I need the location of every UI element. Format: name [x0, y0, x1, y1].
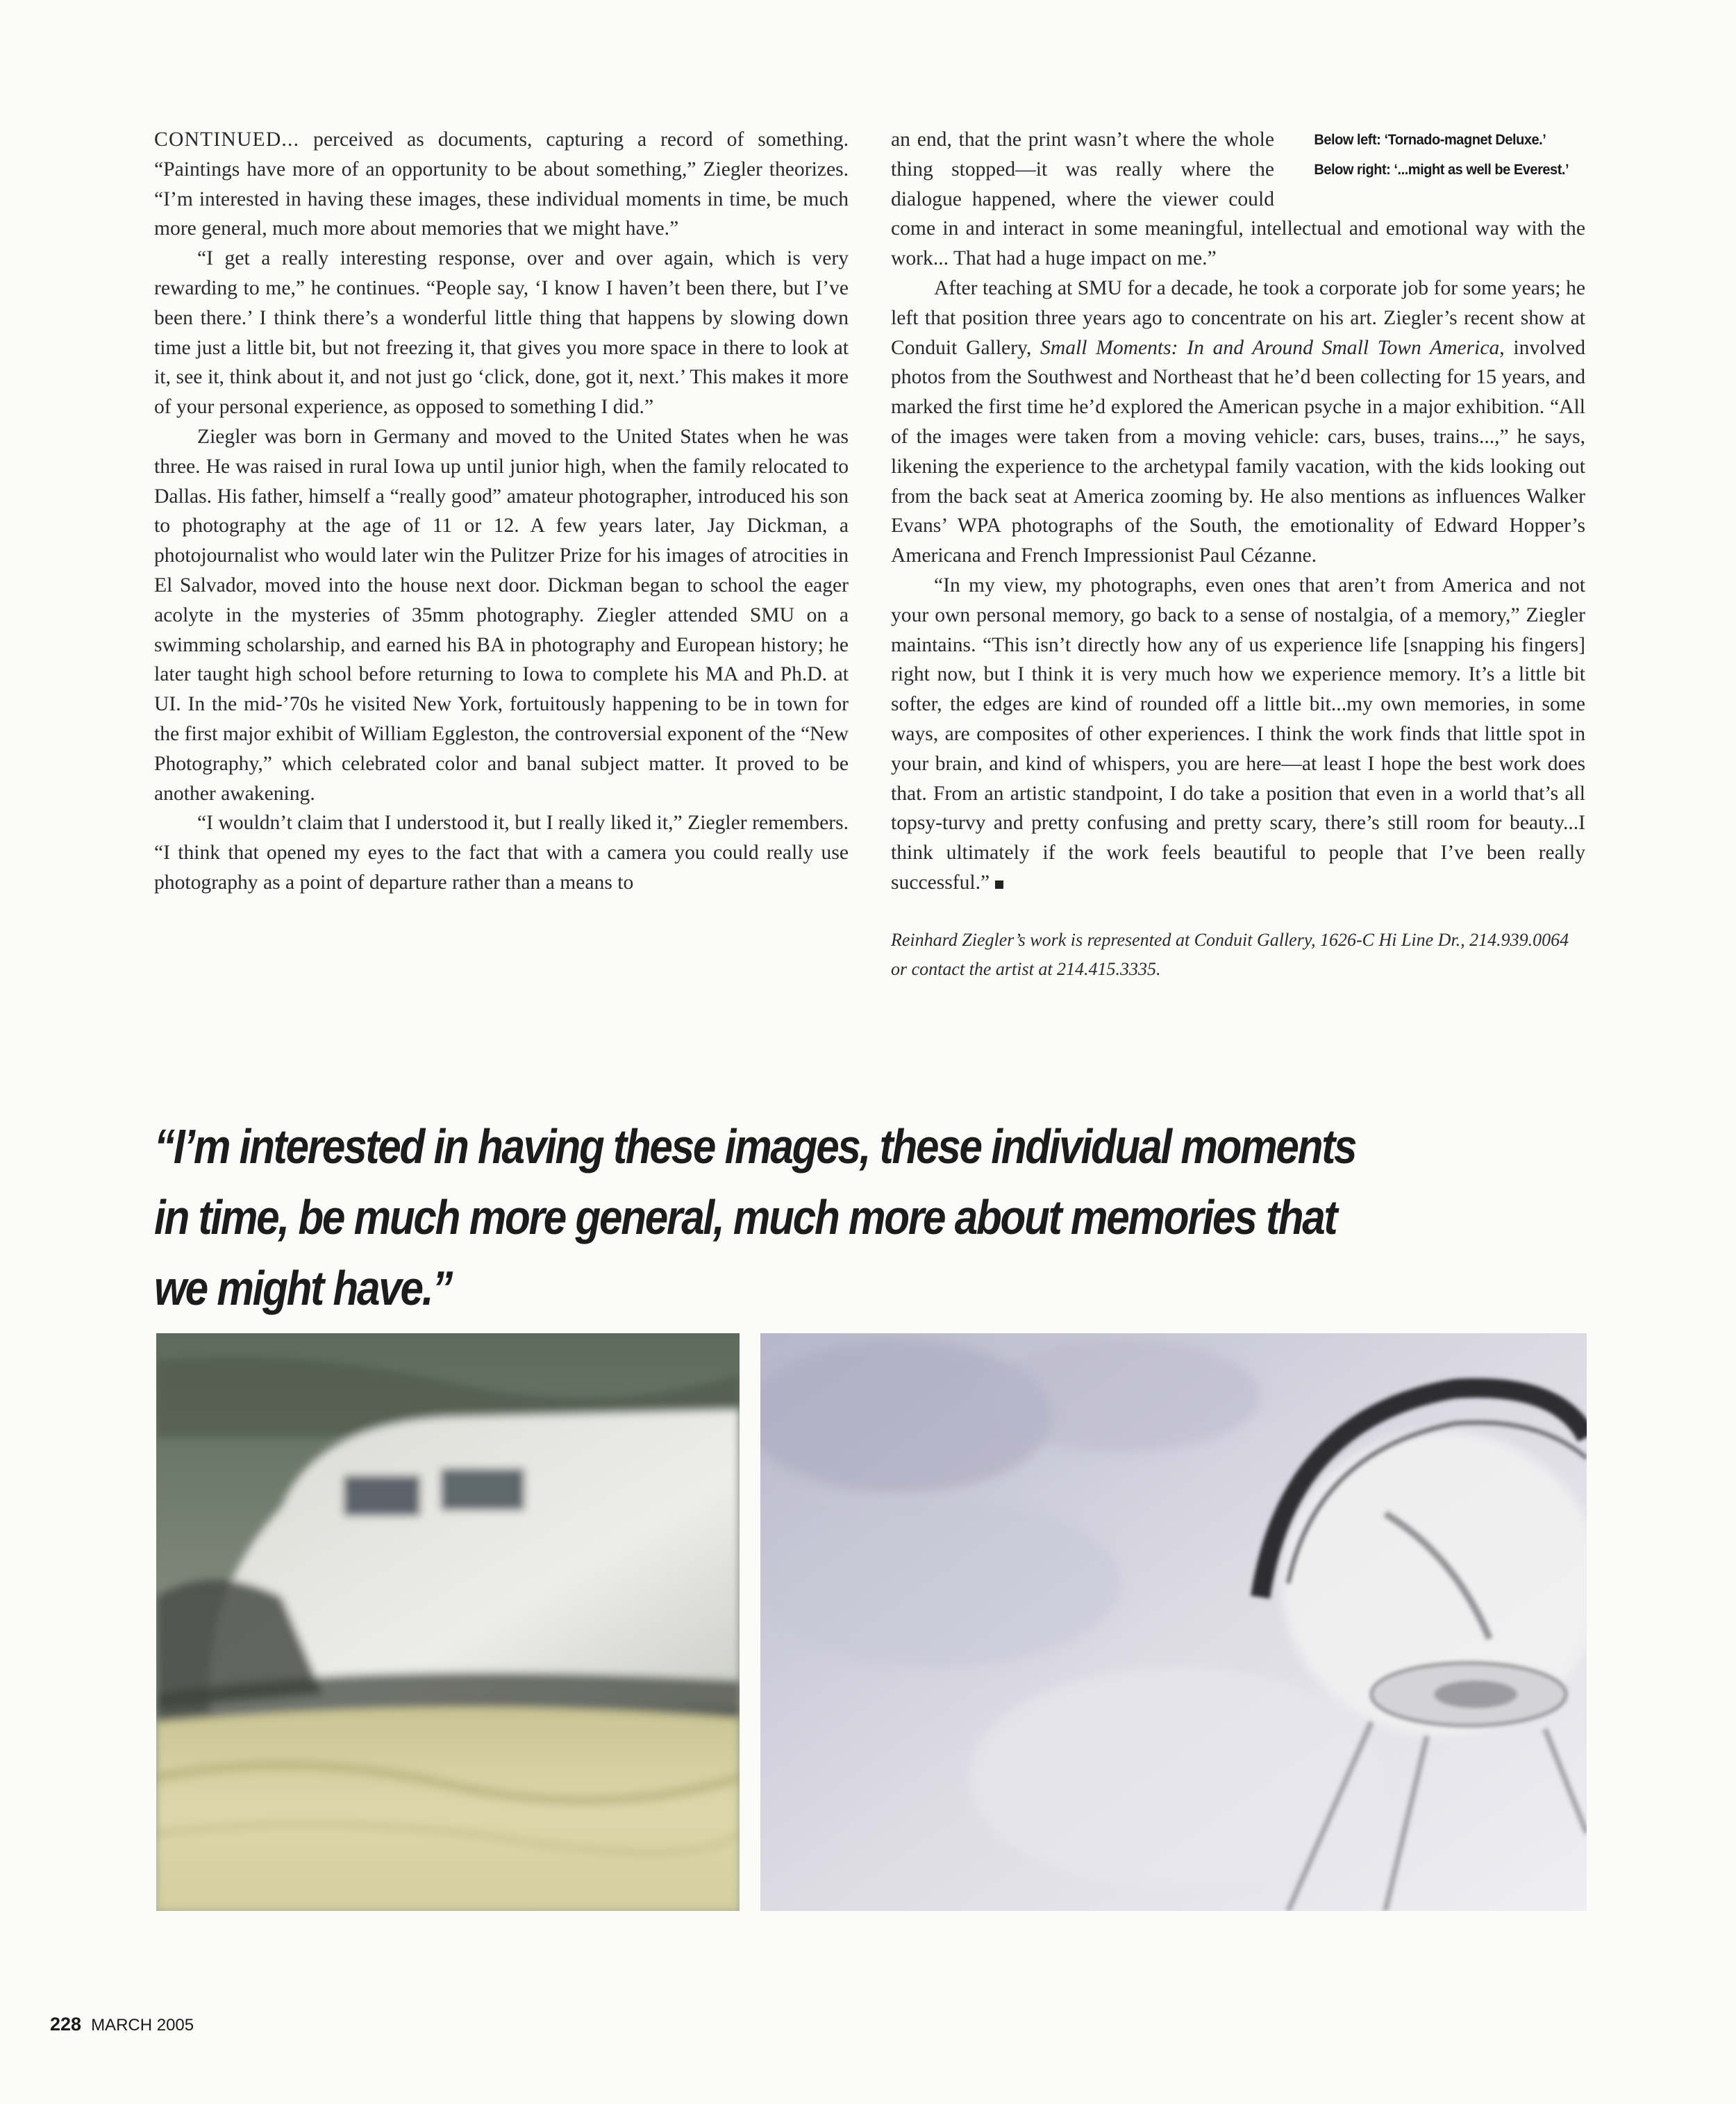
paragraph-text: perceived as documents, capturing a record of something. “Paintings have more of an opportunity to be about something,” Ziegler theorizes. “I’m interested in having these images, these individual moments in time, be much more general, much more about memories that we might have.”: [154, 128, 849, 240]
paragraph: [891, 274, 1585, 571]
pull-quote: “I’m interested in having these images, these individual moments in time, be much more general, much more about memories that we might have.”: [154, 1119, 1356, 1315]
artist-credit: Reinhard Ziegler’s work is represented at Conduit Gallery, 1626-C Hi Line Dr., 214.939.0064 or contact the artist at 214.415.3335.: [891, 929, 1569, 979]
end-mark-icon: [995, 880, 1003, 889]
caption-left: Below left: ‘Tornado-magnet Deluxe.’: [1314, 131, 1546, 148]
paragraph-text: , involved photos from the Southwest and Northeast that he’d been collecting for 15 years, and marked the first time he’d explored the American psyche in a major exhibition. “All of the images were taken from a moving vehicle: cars, buses, trains...,” he says, likening the experience to the archetypal family vacation, with the kids looking out from the back seat at America zooming by. He also mentions as influences Walker Evans’ WPA photographs of the South, the emotionality of Edward Hopper’s Americana and French Impressionist Paul Cézanne.: [891, 336, 1585, 567]
photo-might-as-well-be-everest: [760, 1333, 1587, 1911]
paragraph: “I get a really interesting response, over and over again, which is very rewarding to me,” he continues. “People say, ‘I know I haven’t been there, but I’ve been there.’ I think there’s a wonderful little thing that happens by slowing down time just a little bit, but not freezing it, that gives you more space in there to look at it, see it, think about it, and not just go ‘click, done, got it, next.’ This makes it more of your personal experience, as opposed to something I did.”: [154, 247, 849, 419]
paragraph: “I wouldn’t claim that I understood it, but I really liked it,” Ziegler remembers. “I think that opened my eyes to the fact that with a camera you could really use photography as a point of departure rather than a means to: [154, 812, 849, 894]
page-number: 228: [50, 2014, 82, 2035]
issue-date: MARCH 2005: [91, 2016, 194, 2035]
paragraph: Ziegler was born in Germany and moved to the United States when he was three. He was raised in rural Iowa up until junior high, when the family relocated to Dallas. His father, himself a “really good” amateur photographer, introduced his son to photography at the age of 11 or 12. A few years later, Jay Dickman, a photojournalist who would later win the Pulitzer Prize for his images of atrocities in El Salvador, moved into the house next door. Dickman began to school the eager acolyte in the mysteries of 35mm photography. Ziegler attended SMU on a swimming scholarship, and earned his BA in photography and European history; he later taught high school before returning to Iowa to complete his MA and Ph.D. at UI. In the mid-’70s he visited New York, fortuitously happening to be in town for the first major exhibit of William Eggleston, the controversial exponent of the “New Photography,” which celebrated color and banal subject matter. It proved to be another awakening.: [154, 425, 849, 805]
paragraph-text: “In my view, my photographs, even ones that aren’t from America and not your own personal memory, go back to a sense of nostalgia, of a memory,” Ziegler maintains. “This isn’t directly how any of us experience life [snapping his fingers] right now, but I think it is very much how we experience memory. It’s a little bit softer, the edges are kind of rounded off a little bit...my own memories, in some ways, are composites of other experiences. I think the work finds that little spot in your brain, and kind of whispers, you are here—at least I hope the best work does that. From an artistic standpoint, I do take a position that even in a world that’s all topsy-turvy and pretty confusing and pretty scary, there’s still room for beauty...I think ultimately if the work feels beautiful to people that I’ve been really successful.”: [891, 574, 1585, 894]
article-column-left: [154, 125, 849, 898]
article-column-right: [891, 125, 1585, 984]
paragraph: an end, that the print wasn’t where the whole thing stopped—it was really where the dialogue happened, where the viewer could come in and interact in some meaningful, intellectual and emotional way with the work... That had a huge impact on me.”: [891, 128, 1585, 270]
caption-right: Below right: ‘...might as well be Everest.’: [1314, 161, 1569, 178]
exhibition-title: Small Moments: In and Around Small Town America: [1040, 336, 1500, 359]
paragraph-text: After teaching at SMU for a decade, he took a corporate job for some years; he left that position three years ago to concentrate on his art. Ziegler’s recent show at Conduit Gallery,: [891, 276, 1585, 359]
paragraph: [154, 125, 849, 244]
photo-tornado-magnet-deluxe: [156, 1333, 740, 1911]
paragraph: [891, 571, 1585, 898]
continued-label: CONTINUED...: [154, 128, 300, 151]
page-footer: [50, 2014, 194, 2035]
photo-captions: [1314, 125, 1585, 185]
